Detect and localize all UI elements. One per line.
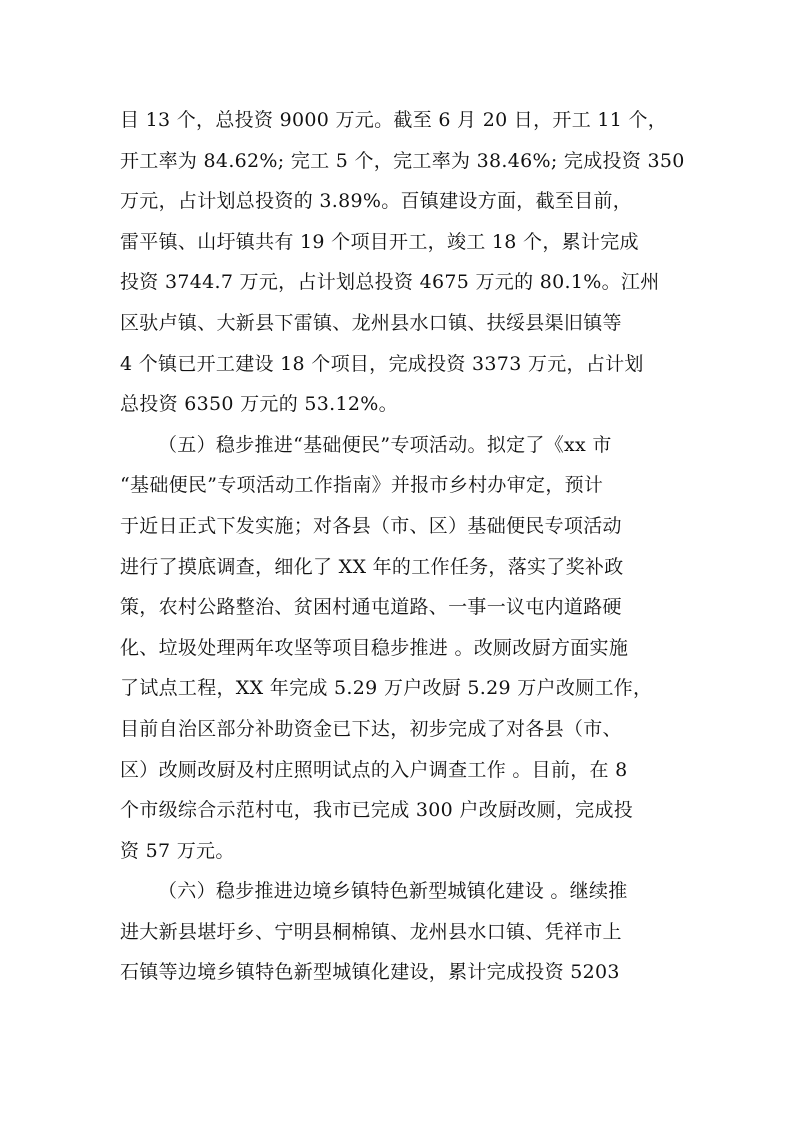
text-line: 了试点工程，XX 年完成 5.29 万户改厨 5.29 万户改厕工作， <box>120 677 653 700</box>
text-line: 资 57 万元。 <box>120 839 235 862</box>
text-line: 进行了摸底调查，细化了 XX 年的工作任务，落实了奖补政 <box>120 555 624 578</box>
text-line: 于近日正式下发实施；对各县（市、区）基础便民专项活动 <box>120 514 622 537</box>
text-line: 目 13 个，总投资 9000 万元。截至 6 月 20 日，开工 11 个， <box>120 109 668 131</box>
section-heading-line: （五）稳步推进“基础便民”专项活动。拟定了《xx 市 <box>158 433 612 456</box>
text-line: 雷平镇、山圩镇共有 19 个项目开工，竣工 18 个，累计完成 <box>120 230 639 253</box>
text-line: 个市级综合示范村屯，我市已完成 300 户改厨改厕，完成投 <box>120 799 634 822</box>
text-line: 进大新县堪圩乡、宁明县桐棉镇、龙州县水口镇、凭祥市上 <box>120 920 622 943</box>
document-body <box>120 100 686 993</box>
text-line: 化、垃圾处理两年攻坚等项目稳步推进 。改厕改厨方面实施 <box>120 636 629 659</box>
text-line: 总投资 6350 万元的 53.12%。 <box>120 393 398 416</box>
text-line: 投资 3744.7 万元，占计划总投资 4675 万元的 80.1%。江州 <box>120 271 660 294</box>
text-line: 石镇等边境乡镇特色新型城镇化建设，累计完成投资 5203 <box>120 961 620 984</box>
section-heading-line: （六）稳步推进边境乡镇特色新型城镇化建设 。继续推 <box>158 880 628 903</box>
text-line: 万元，占计划总投资的 3.89%。百镇建设方面，截至目前， <box>120 190 633 213</box>
text-line: “基础便民”专项活动工作指南》并报市乡村办审定，预计 <box>120 474 604 497</box>
text-line: 开工率为 84.62%; 完工 5 个，完工率为 38.46%; 完成投资 350 <box>120 149 685 172</box>
text-line: 区驮卢镇、大新县下雷镇、龙州县水口镇、扶绥县渠旧镇等 <box>120 311 622 334</box>
text-line: 区）改厕改厨及村庄照明试点的入户调查工作 。目前，在 8 <box>120 758 628 781</box>
text-line: 策，农村公路整治、贫困村通屯道路、一事一议屯内道路硬 <box>120 596 622 619</box>
text-line: 4 个镇已开工建设 18 个项目，完成投资 3373 万元，占计划 <box>120 352 644 375</box>
text-line: 目前自治区部分补助资金已下达，初步完成了对各县（市、 <box>120 717 622 740</box>
